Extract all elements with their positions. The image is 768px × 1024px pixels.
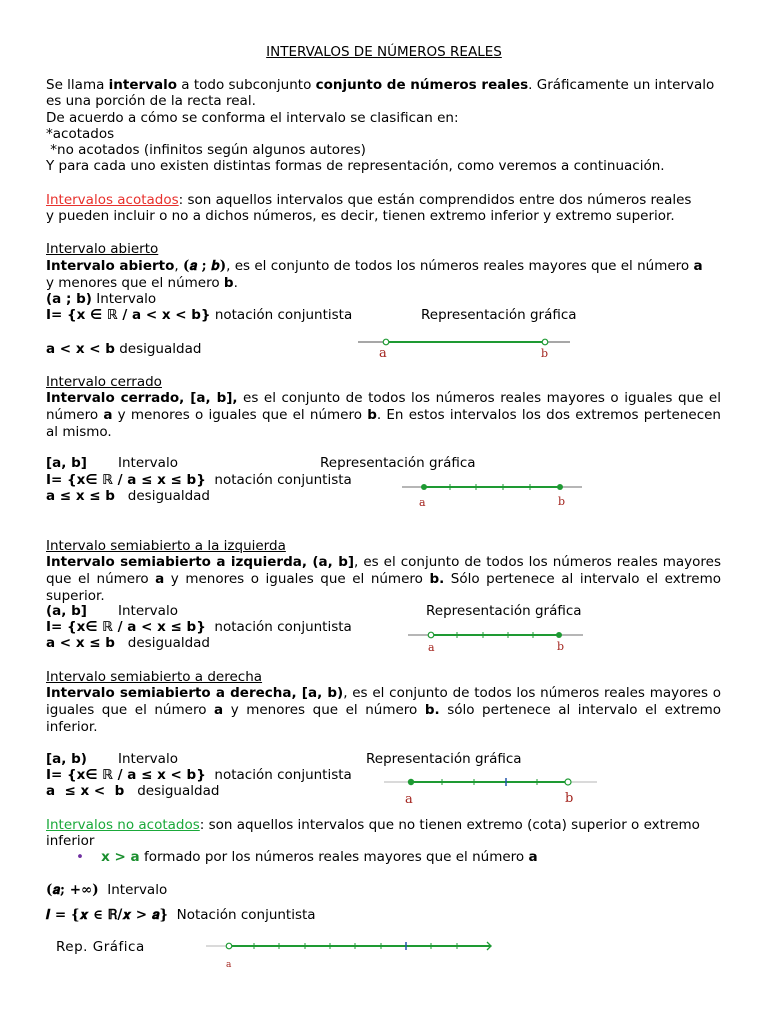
semi-izq-para-a: a — [155, 571, 165, 587]
point-label-b: b — [541, 347, 549, 360]
semi-der-para-a: a — [214, 702, 224, 718]
intro-text: a todo subconjunto — [176, 77, 316, 93]
intro-line-4: *acotados — [46, 126, 115, 142]
no-acotados-heading: Intervalos no acotados — [46, 817, 200, 833]
semi-der-graph-label: Representación gráfica — [366, 751, 522, 767]
semi-izq-ineq-value: a < x ≤ b — [46, 635, 115, 651]
abierto-def-math: (𝒂 ; 𝒃) — [182, 258, 227, 274]
intro-line-6: Y para cada uno existen distintas formas de representación, como veremos a continuación. — [46, 158, 665, 174]
abierto-def2-text: y menores que el número — [46, 275, 224, 291]
point-label-a: a — [379, 346, 387, 361]
point-label-a: a — [428, 641, 435, 654]
abierto-def-text: , es el conjunto de todos los números reales mayores que el número — [226, 258, 694, 274]
semi-izq-graph-label: Representación gráfica — [426, 603, 582, 619]
semi-der-heading: Intervalo semiabierto a derecha — [46, 669, 263, 685]
no-acotados-set-value: 𝑰 = {𝒙 ∈ ℝ/𝒙 > 𝒂} — [46, 907, 169, 923]
point-label-a: a — [226, 960, 232, 970]
abierto-def-bold: Intervalo abierto — [46, 258, 175, 274]
intro-line-3: De acuerdo a cómo se conforma el intervalo se clasifican en: — [46, 110, 459, 126]
abierto-def2-b: b — [223, 275, 234, 291]
intro-line-2: es una porción de la recta real. — [46, 93, 256, 109]
semi-izq-para-text: Sólo pertenece al intervalo el extremo superior. — [46, 571, 721, 604]
semi-izq-set-value: I= {x∈ ℝ / a < x ≤ b} — [46, 619, 206, 635]
intro-text: Se llama — [46, 77, 109, 93]
no-acotados-rep-label: Rep. Gráfica — [56, 939, 145, 955]
abierto-ineq-label: desigualdad — [114, 341, 202, 357]
cerrado-set-value: I= {x∈ ℝ / a ≤ x ≤ b} — [46, 472, 206, 488]
acotados-heading: Intervalos acotados — [46, 192, 179, 208]
intro-line-5: *no acotados (infinitos según algunos autores) — [46, 142, 366, 158]
semi-der-para-bold: Intervalo semiabierto a derecha, [a, b) — [46, 685, 344, 701]
no-acotados-set-label: Notación conjuntista — [168, 907, 316, 923]
cerrado-para-b: b — [367, 407, 377, 423]
acotados-line-2: y pueden incluir o no a dichos números, es decir, tienen extremo inferior y extremo superior. — [46, 208, 675, 224]
semi-der-ineq-value: a ≤ x < b — [46, 783, 125, 799]
cerrado-notation: [a, b] — [46, 455, 87, 471]
semi-der-notation: [a, b) — [46, 751, 87, 767]
semi-der-set-label: notación conjuntista — [214, 767, 352, 783]
abierto-heading: Intervalo abierto — [46, 241, 159, 257]
semi-der-notation-label: Intervalo — [118, 751, 178, 767]
open-endpoint-a — [226, 943, 232, 949]
semi-izq-heading: Intervalo semiabierto a la izquierda — [46, 538, 286, 554]
semi-izq-para-b: b. — [429, 571, 445, 587]
cerrado-para-text: es el conjunto de todos los números reales mayores o iguales que el número — [46, 390, 721, 423]
abierto-def2-dot: . — [233, 275, 238, 291]
semi-der-para-text: y menores que el número — [223, 702, 425, 718]
cerrado-notation-label: Intervalo — [118, 455, 178, 471]
no-acotados-text: : son aquellos intervalos que no tienen extremo (cota) superior o extremo — [199, 817, 700, 833]
semi-izq-para-bold: Intervalo semiabierto a izquierda, (a, b] — [46, 554, 355, 570]
no-acotados-item-bold: x > a — [101, 849, 140, 865]
abierto-notation-value: (a ; b) — [46, 291, 92, 307]
semi-izq-ineq-label: desigualdad — [127, 635, 211, 651]
acotados-text: : son aquellos intervalos que están comprendidos entre dos números reales — [178, 192, 692, 208]
semi-izq-set-label: notación conjuntista — [214, 619, 352, 635]
intro-text: . Gráficamente un intervalo — [528, 77, 715, 93]
point-label-b: b — [558, 495, 566, 508]
semi-der-para-text: sólo pertenece al intervalo el extremo inferior. — [46, 702, 721, 735]
semi-izq-notation-label: Intervalo — [118, 603, 178, 619]
intro-bold-reales: conjunto de números reales — [315, 77, 529, 93]
semi-der-para-b: b. — [424, 702, 440, 718]
point-label-b: b — [557, 640, 565, 653]
semi-der-para-text: , es el conjunto de todos los números reales mayores o iguales que el número — [46, 685, 721, 718]
cerrado-para-bold: Intervalo cerrado, [a, b], — [46, 390, 238, 406]
no-acotados-line-2: inferior — [46, 833, 95, 849]
cerrado-heading: Intervalo cerrado — [46, 374, 162, 390]
semi-izq-para-text: y menores o iguales que el número — [164, 571, 430, 587]
abierto-set-value: I= {x ∈ ℝ / a < x < b} — [46, 307, 211, 323]
semi-izq-notation: (a, b] — [46, 603, 87, 619]
abierto-set-label: notación conjuntista — [210, 307, 353, 323]
no-acotados-interval-value: (𝒂; +∞) — [46, 882, 99, 898]
cerrado-para-a: a — [103, 407, 113, 423]
point-label-b: b — [565, 791, 574, 806]
semi-der-ineq-label: desigualdad — [137, 783, 220, 799]
cerrado-ineq-value: a ≤ x ≤ b — [46, 488, 115, 504]
cerrado-graph-label: Representación gráfica — [320, 455, 476, 471]
no-acotados-interval-label: Intervalo — [98, 882, 168, 898]
bullet-icon: • — [76, 849, 84, 865]
semi-izq-para-text: , es el conjunto de todos los números reales mayores que el número — [46, 554, 721, 587]
abierto-notation-label: Intervalo — [91, 291, 157, 307]
page-title: INTERVALOS DE NÚMEROS REALES — [266, 44, 502, 60]
abierto-definition: Intervalo abierto, (𝒂 ; 𝒃), es el conjunto de todos los números reales mayores que el número a — [46, 258, 703, 274]
no-acotados-item-text: formado por los números reales mayores que el número — [139, 849, 529, 865]
cerrado-para-text: . En estos intervalos los dos extremos pertenecen al mismo. — [46, 407, 721, 440]
abierto-def-a: a — [693, 258, 703, 274]
cerrado-set-label: notación conjuntista — [214, 472, 352, 488]
semi-der-set-value: I= {x∈ ℝ / a ≤ x < b} — [46, 767, 206, 783]
abierto-graph-label: Representación gráfica — [421, 307, 577, 323]
cerrado-ineq-label: desigualdad — [127, 488, 211, 504]
abierto-ineq-value: a < x < b — [46, 341, 115, 357]
point-label-a: a — [405, 792, 413, 807]
no-acotados-item-a: a — [528, 849, 538, 865]
point-label-a: a — [419, 496, 426, 509]
intro-bold-intervalo: intervalo — [108, 77, 177, 93]
cerrado-para-text: y menores o iguales que el número — [112, 407, 368, 423]
